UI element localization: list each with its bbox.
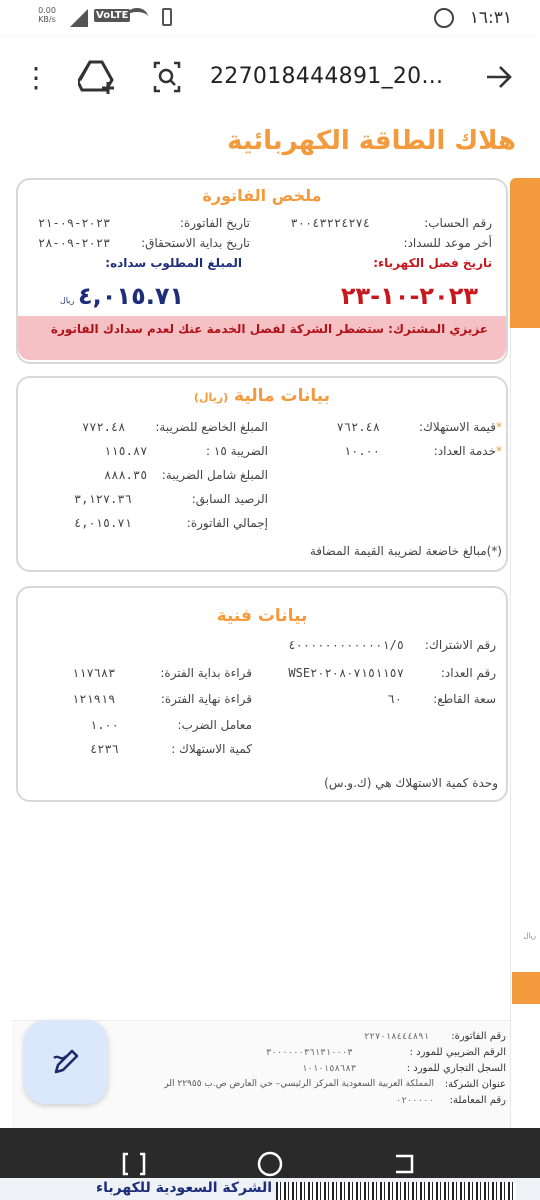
- invoice-total-label: إجمالي الفاتورة:: [186, 516, 268, 530]
- vat-note: (*)مبالغ خاضعة لضريبة القيمة المضافة: [309, 544, 502, 558]
- due-start-label: تاريخ بداية الاستحقاق:: [141, 236, 250, 250]
- financial-title-unit: (ريال): [193, 391, 229, 404]
- document-page: [6, 120, 516, 1128]
- start-reading-label: قراءة بداية الفترة:: [160, 666, 252, 680]
- next-page-edge: [510, 178, 540, 328]
- annotate-button[interactable]: [24, 1020, 108, 1104]
- account-label: رقم الحساب:: [424, 216, 492, 230]
- company-logo-strip: [0, 1178, 540, 1200]
- subscription-label: رقم الاشتراك:: [424, 638, 496, 652]
- breaker-label: سعة القاطع:: [433, 692, 496, 706]
- wifi-icon: [126, 8, 148, 26]
- unit-note: وحدة كمية الاستهلاك هي (ك.و.س): [324, 776, 498, 790]
- meter-service-value: ١٠.٠٠: [343, 444, 380, 458]
- next-page-riyal: ريال: [523, 932, 536, 940]
- company-address-value: المملكة العربية السعودية المركز الرئيسي– حي العارض ص.ب ٢٢٩٥٥ الر: [164, 1079, 434, 1089]
- home-icon[interactable]: [256, 1150, 284, 1178]
- network-speed-value: 0.00: [38, 6, 56, 15]
- previous-balance-label: الرصيد السابق:: [191, 492, 268, 506]
- consumption-qty-label: كمية الاستهلاك :: [171, 742, 252, 756]
- network-speed: [30, 6, 64, 24]
- meter-number-value: WSE٢٠٢٠٨٠٧١٥١١٥٧: [288, 666, 404, 680]
- lens-search-icon[interactable]: [152, 60, 182, 94]
- multiplier-value: ١.٠٠: [90, 718, 119, 732]
- meter-number-label: رقم العداد:: [440, 666, 496, 680]
- technical-title: بيانات فنية: [216, 606, 308, 626]
- recent-apps-icon[interactable]: [120, 1150, 148, 1178]
- financial-title-text: بيانات مالية: [234, 386, 331, 406]
- tax-value: ١١٥.٨٧: [104, 444, 148, 458]
- tax-label: الضريبة ١٥ :: [206, 444, 268, 458]
- financial-title: [18, 386, 506, 406]
- taxable-value: ٧٧٢.٤٨: [82, 420, 126, 434]
- currency-label: ريال: [60, 296, 75, 305]
- start-reading-value: ١١٧٦٨٣: [72, 666, 116, 680]
- company-address-label: عنوان الشركة:: [444, 1079, 506, 1090]
- transaction-number-label: رقم المعاملة:: [449, 1095, 506, 1106]
- transaction-number-value: ٠٢٠٠٠٠٠: [396, 1096, 434, 1106]
- account-value: ٣٠٠٤٣٢٢٤٢٧٤: [290, 216, 370, 230]
- cutoff-date-label: تاريخ فصل الكهرباء:: [373, 256, 492, 270]
- consumption-label: [419, 420, 502, 434]
- vibrate-icon: [162, 8, 172, 26]
- volte-badge: VoLTE: [96, 10, 129, 21]
- clock: ١٦:٣١: [469, 8, 512, 28]
- disconnection-warning: عزيزي المشترك: ستضطر الشركة لفصل الخدمة عنك لعدم سدادك الفاتورة: [18, 316, 506, 360]
- total-with-tax-label: المبلغ شامل الضريبة:: [161, 468, 268, 482]
- consumption-label-text: قيمة الاستهلاك:: [418, 420, 496, 434]
- multiplier-label: معامل الضرب:: [177, 718, 252, 732]
- cutoff-date-value: ٢٠٢٣-١٠-٢٣: [340, 282, 478, 310]
- consumption-value: ٧٦٢.٤٨: [336, 420, 380, 434]
- signal-icon: [70, 9, 88, 27]
- invoice-total-value: ٤,٠١٥.٧١: [74, 516, 132, 530]
- viewer-toolbar: [0, 36, 540, 120]
- financial-data-card: [16, 376, 508, 572]
- vat-star: *: [496, 444, 502, 458]
- due-date-label: أخر موعد للسداد:: [403, 236, 492, 250]
- previous-balance-value: ٣,١٢٧.٣٦: [74, 492, 132, 506]
- meter-service-label-text: خدمة العداد:: [433, 444, 496, 458]
- company-logo-text: الشركة السعودية للكهرباء: [96, 1180, 273, 1196]
- status-bar: [0, 0, 540, 36]
- taxable-label: المبلغ الخاضع للضريبة:: [155, 420, 268, 434]
- vat-star: *: [496, 420, 502, 434]
- total-with-tax-value: ٨٨٨.٣٥: [104, 468, 148, 482]
- invoice-number-value: ٢٢٧٠١٨٤٤٤٨٩١: [364, 1032, 430, 1042]
- document-title: هلاك الطاقة الكهربائية: [226, 126, 516, 156]
- commercial-register-value: ١٠١٠١٥٨٦٨٣: [302, 1064, 357, 1074]
- back-icon[interactable]: [390, 1150, 418, 1178]
- meter-service-label: [434, 444, 502, 458]
- invoice-number-label: رقم الفاتورة:: [451, 1031, 506, 1042]
- invoice-summary-card: [16, 178, 508, 364]
- tax-number-label: الرقم الضريبي للمورد :: [409, 1047, 506, 1058]
- technical-data-card: [16, 586, 508, 802]
- pen-icon: [50, 1046, 82, 1078]
- open-with-arrow-icon[interactable]: [484, 62, 514, 92]
- end-reading-value: ١٢١٩١٩: [72, 692, 116, 706]
- whatsapp-icon: [434, 8, 454, 28]
- consumption-qty-value: ٤٢٣٦: [90, 742, 119, 756]
- barcode: [276, 1182, 516, 1200]
- more-options-icon[interactable]: ⋮: [22, 61, 50, 94]
- invoice-date-value: ٢٠٢٣-٠٩-٢١: [38, 216, 111, 230]
- tax-number-value: ٣٠٠٠٠٠٠٣٦١٣١٠٠٠٣: [266, 1048, 353, 1058]
- file-name: 227018444891_20...: [210, 64, 444, 89]
- due-start-value: ٢٠٢٣-٠٩-٢٨: [38, 236, 111, 250]
- commercial-register-label: السجل التجاري للمورد :: [406, 1063, 506, 1074]
- end-reading-label: قراءة نهاية الفترة:: [160, 692, 252, 706]
- invoice-date-label: تاريخ الفاتورة:: [179, 216, 250, 230]
- next-page-band: [512, 972, 540, 1004]
- amount-due-value: ٤,٠١٥.٧١: [78, 282, 185, 310]
- summary-title: ملخص الفاتورة: [202, 186, 322, 205]
- next-page-body: [510, 328, 540, 1128]
- breaker-value: ٦٠: [387, 692, 402, 706]
- add-to-drive-icon[interactable]: [78, 60, 118, 96]
- amount-due-label: المبلغ المطلوب سداده:: [105, 256, 242, 270]
- document-view[interactable]: [0, 120, 540, 1128]
- subscription-value: ٤٠٠٠٠٠٠٠٠٠٠٠٠١/٥: [288, 638, 404, 652]
- network-speed-unit: KB/s: [38, 15, 56, 24]
